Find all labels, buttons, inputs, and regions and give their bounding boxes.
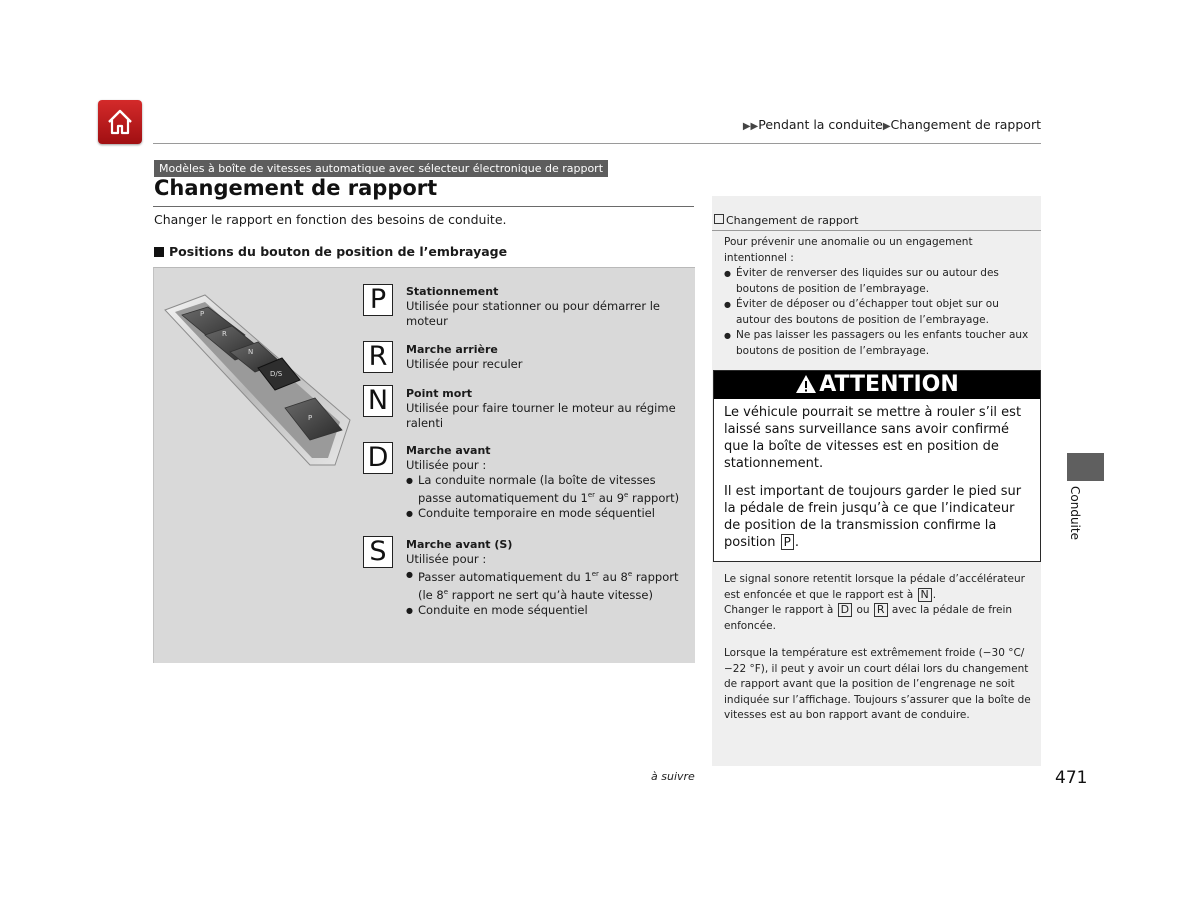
page-number: 471: [1055, 768, 1088, 788]
intro-text: Changer le rapport en fonction des besoins de conduite.: [154, 212, 507, 227]
shifter-label-p: P: [200, 310, 205, 318]
gear-letter-p: P: [363, 284, 393, 316]
desc-n: [406, 386, 691, 431]
shifter-label-n: N: [248, 348, 254, 356]
home-button[interactable]: [98, 100, 142, 144]
desc-s: [406, 537, 691, 618]
key-n: N: [918, 588, 932, 602]
desc-p-text: Utilisée pour stationner ou pour démarrer le moteur: [406, 299, 660, 328]
desc-d-bullet-2: ● Conduite temporaire en mode séquentiel: [406, 506, 691, 521]
key-r: R: [874, 603, 888, 617]
desc-d-title: Marche avant: [406, 444, 491, 457]
sidebar-heading-text: Changement de rapport: [726, 214, 859, 227]
header-rule: [153, 143, 1041, 144]
desc-p-title: Stationnement: [406, 285, 499, 298]
desc-p: [406, 284, 691, 329]
sidebar-intro-block: [724, 235, 1032, 359]
desc-r: [406, 342, 691, 372]
section-heading-text: Positions du bouton de position de l’embrayage: [169, 244, 508, 259]
sidebar-bullet-3: ● Ne pas laisser les passagers ou les enfants toucher aux boutons de position de l’embrayage.: [724, 328, 1032, 359]
warning-triangle-icon: [795, 374, 817, 394]
arrow-icon: ▶: [882, 121, 891, 132]
title-rule: [153, 206, 694, 207]
chapter-tab-label[interactable]: Conduite: [1068, 486, 1082, 540]
warning-title: ATTENTION: [819, 372, 959, 397]
breadcrumb-item-rapport[interactable]: Changement de rapport: [890, 117, 1041, 132]
desc-s-text: Utilisée pour :: [406, 552, 487, 566]
chapter-tab-marker[interactable]: [1067, 453, 1104, 481]
square-bullet-icon: [154, 247, 164, 257]
desc-d-text: Utilisée pour :: [406, 458, 487, 472]
gear-letter-n: N: [363, 385, 393, 417]
warning-paragraph-1: Le véhicule pourrait se mettre à rouler s’il est laissé sans surveillance sans avoir confirmé que la boîte de vitesses est en position de stationnement.: [724, 405, 1022, 471]
section-heading: [154, 244, 507, 259]
sidebar-bullet-2: ● Éviter de déposer ou d’échapper tout objet sur ou autour des boutons de position de l’embrayage.: [724, 297, 1032, 328]
desc-r-text: Utilisée pour reculer: [406, 357, 523, 371]
sidebar-note-3: Lorsque la température est extrêmement froide (−30 °C/ −22 °F), il peut y avoir un court délai lors du changement de rapport avant que la position de l’engrenage ne soit indiquée sur l’affichage. Toujours s’assurer que la boîte de vitesses est au bon rapport avant de conduire.: [724, 647, 1031, 721]
sidebar-heading: [714, 214, 858, 227]
model-tag: Modèles à boîte de vitesses automatique avec sélecteur électronique de rapport: [154, 160, 608, 177]
desc-s-bullet-2: ● Conduite en mode séquentiel: [406, 603, 691, 618]
gear-letter-d: D: [363, 442, 393, 474]
warning-paragraph-2: Il est important de toujours garder le pied sur la pédale de frein jusqu’à ce que l’indicateur de position de la transmission confirme la position P .: [724, 484, 1022, 550]
shifter-label-ds: D/S: [270, 370, 283, 378]
key-p: P: [781, 534, 794, 550]
warning-header: [714, 371, 1040, 399]
sidebar-intro: Pour prévenir une anomalie ou un engagement intentionnel :: [724, 236, 973, 264]
reference-icon: [714, 214, 724, 224]
gear-shifter-illustration: [160, 290, 360, 475]
desc-n-title: Point mort: [406, 387, 473, 400]
desc-s-bullet-1: ● Passer automatiquement du 1er au 8e rapport (le 8e rapport ne sert qu’à haute vitesse): [406, 567, 691, 603]
sidebar-note-1: Le signal sonore retentit lorsque la pédale d’accélérateur est enfoncée et que le rapport est à N .: [724, 573, 1025, 601]
desc-s-title: Marche avant (S): [406, 538, 513, 551]
shifter-label-r: R: [222, 330, 227, 338]
key-d: D: [838, 603, 852, 617]
breadcrumb: [743, 117, 1041, 132]
sidebar-note-2: Changer le rapport à D ou R avec la pédale de frein enfoncée.: [724, 603, 1013, 632]
continue-label: à suivre: [651, 770, 695, 783]
desc-d-bullet-1: ● La conduite normale (la boîte de vitesses passe automatiquement du 1er au 9e rapport): [406, 473, 691, 506]
sidebar-rule: [712, 230, 1041, 231]
gear-letter-r: R: [363, 341, 393, 373]
desc-r-title: Marche arrière: [406, 343, 498, 356]
shifter-label-park: P: [308, 414, 313, 422]
sidebar-bullet-1: ● Éviter de renverser des liquides sur ou autour des boutons de position de l’embrayage.: [724, 266, 1032, 297]
desc-d: [406, 443, 691, 521]
home-icon: [105, 107, 135, 137]
double-arrow-icon: ▶▶: [742, 121, 759, 132]
gear-letter-s: S: [363, 536, 393, 568]
page-title: Changement de rapport: [154, 176, 438, 200]
breadcrumb-item-conduite[interactable]: Pendant la conduite: [758, 117, 883, 132]
desc-n-text: Utilisée pour faire tourner le moteur au régime ralenti: [406, 401, 676, 430]
